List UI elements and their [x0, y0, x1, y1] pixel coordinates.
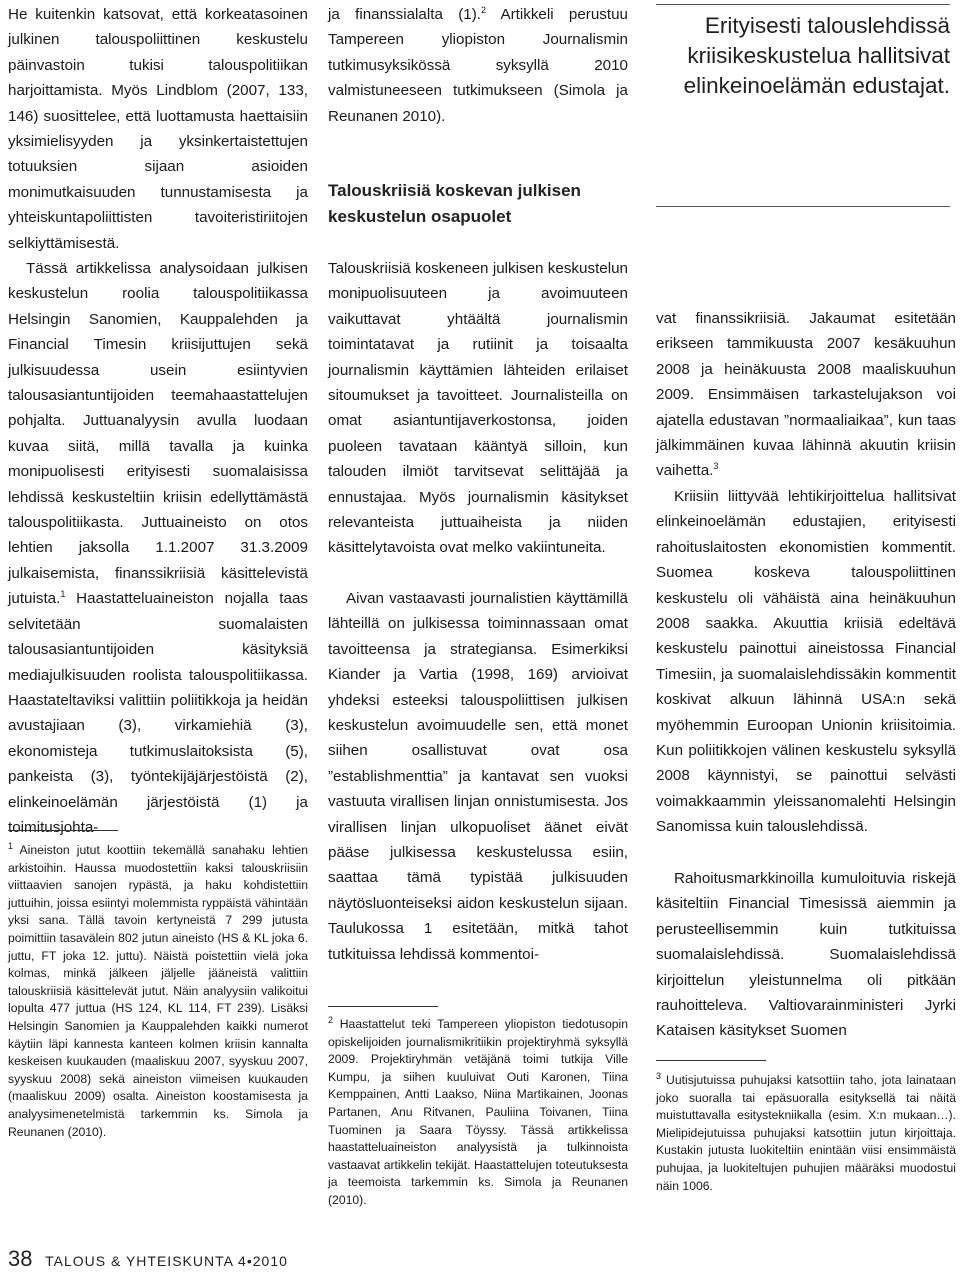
publication-name: TALOUS & YHTEISKUNTA 4•2010 — [45, 1253, 288, 1269]
footnote-text: Uutisjutuissa puhujaksi katsottiin taho, jota lainataan joko suoralla tai epäsuoralla esityksellä tai näitä muistuttavalla esitystekniikalla (esim. X:n mukaan…). Mielipidejutuissa puhujaksi katsottiin jutun kirjoittaja. Kustakin jutusta luokiteltiin enintään viisi ensimmäistä puhujaa, ja luokiteltujen puhujien määräksi muodostui näin 1006. — [656, 1073, 956, 1193]
footnote-divider — [656, 1060, 956, 1061]
section-heading: Talouskriisiä koskevan julkisen keskustelun osapuolet — [328, 181, 581, 226]
paragraph-text: vat finanssikriisiä. Jakaumat esitetään erikseen tammikuusta 2007 kesäkuuhun 2008 ja heinäkuusta 2008 maaliskuuhun 2009. Ensimmäisen tarkastelujakson voi ajatella edustavan ”normaaliaikaa”, kun taas jälkimmäinen kuvaa lähinnä akuutin kriisin vaihetta. — [656, 310, 956, 480]
footnote-ref: 3 — [713, 461, 719, 472]
footnote — [328, 1016, 628, 1210]
footnote-text: Aineiston jutut koottiin tekemällä sanahaku lehtien arkistoihin. Haussa muodostettiin kaksi talouskriisiin viittaavien sanojen rypästä, ja haku kohdistettiin juttuihin, joissa esiintyi molemmista ryppäistä vähintään yksi sana. Tällä tavoin kertyneistä 7 299 jutusta poimittiin tasavälein 802 jutun aineisto (HS & KL joka 6. juttu, FT joka 12. juttu). Näistä poistettiin vielä joka kolmas, minkä jälkeen jäljelle jääneistä valittiin talouskriisiä käsittelevät jutut. Näin analyysiin valikoitui lopulta 477 juttua (HS 124, KL 114, FT 239). Lisäksi Helsingin Sanomien ja Kauppalehden kaikki numerot käytiin läpi kannesta kanteen kolmen kriisin kannalta keskeisen kuukauden (maaliskuu 2007, syyskuu 2007, syyskuu 2008) sekä aineiston viimeisen kuukauden (maaliskuu 2009) osalta. Aineiston koostamisesta ja analyysimenetelmistä tarkemmin ks. Simola ja Reunanen (2010). — [8, 843, 308, 1139]
footnote — [656, 1072, 956, 1195]
footnote-ref: 2 — [480, 4, 486, 15]
body-paragraph — [656, 866, 956, 1044]
pull-quote-text: Erityisesti talouslehdissä kriisikeskustelua hallitsivat elinkeinoelämän edustajat. — [683, 13, 950, 98]
pull-quote — [656, 4, 950, 101]
body-paragraph — [328, 2, 628, 129]
footnote — [8, 842, 308, 1141]
paragraph-text: Tässä artikkelissa analysoidaan julkisen keskustelun roolia talouspolitiikassa Helsingin Sanomien, Kauppalehden ja Financial Timesin kriisijuttujen sekä julkisuudessa usein esiintyvien talousasiantuntijoiden teemahaastattelujen pohjalta. Juttuanalyysin avulla luodaan kuvaa siitä, millä tavalla ja kuinka monipuolisesti erityisesti suomalaisissa lehdissä keskusteltiin kriisin edellyttämästä talouspolitiikasta. Juttuaineisto on otos lehtien jaksolla 1.1.2007 31.3.2009 julkaisemista, finanssikriisiä käsittelevistä jutuista. — [8, 260, 308, 608]
body-paragraph — [328, 256, 628, 561]
paragraph-text: Talouskriisiä koskeneen julkisen keskustelun monipuolisuuteen ja avoimuuteen vaikuttavat yhtäältä journalismin toimintatavat ja rutiinit ja toisaalta journalismin käyttämien lähteiden erilaiset sitoumukset ja tavoitteet. Journalisteilla on omat asiantuntijaverkostonsa, joiden puoleen tavataan kääntyä silloin, kun talouden ilmiöt tarvitsevat selittäjää ja ennustajaa. Myös journalismin käsitykset relevanteista juttuaiheista ja niiden käsittelytavoista ovat melko vakiintuneita. — [328, 260, 628, 557]
paragraph-text: Kriisiin liittyvää lehtikirjoittelua hallitsivat elinkeinoelämän edustajien, erityisesti rahoituslaitosten ekonomistien kommentit. Suomea koskeva talouspoliittinen keskustelu oli vähäistä aina heinäkuuhun 2008 saakka. Akuuttia kriisiä edeltävä keskustelu painottui aineistossa Financial Timesiin, ja suomalaislehdissäkin kommentit koskivat alkuun lähinnä USA:n sekä myöhemmin Euroopan Unionin kriisitoimia. Kun poliitikkojen välinen keskustelu syksyllä 2008 käynnistyi, se painottui selvästi voimakkaammin yleissanomalehti Helsingin Sanomissa kuin talouslehdissä. — [656, 488, 956, 836]
paragraph-text: Aivan vastaavasti journalistien käyttämillä lähteillä on julkisessa toiminnassaan omat tavoitteensa ja strategiansa. Esimerkiksi Kiander ja Vartia (1998, 169) arvioivat yhdeksi esteeksi talouspoliittisen julkisen keskustelun avoimuudelle sen, että monet siihen osallistuvat ovat osa ”establishmenttia” ja kantavat sen vuoksi vastuuta virallisen linjan onnistumisesta. Jos virallisen linjan ulkopuoliset äänet eivät pääse julkisessa keskustelussa esiin, saattaa tämä typistää julkisuuden näytösluonteiseksi aidon keskustelun sijaan. Taulukossa 1 esitetään, mitkä tahot tutkituissa lehdissä kommentoi- — [328, 590, 628, 963]
footnote-text: Haastattelut teki Tampereen yliopiston tiedotusopin opiskelijoiden journalismikritiikin projektiryhmä syksyllä 2009. Projektiryhmän vetäjänä toimi tutkija Ville Kumpu, ja siihen kuuluivat Outi Karonen, Tiina Kemppainen, Antti Laakso, Niina Martikainen, Joonas Partanen, Anu Ritvanen, Pauliina Toivanen, Tiina Tuominen ja Saara Töyssy. Tässä artikkelissa haastatteluaineiston analyysistä ja tulkinnoista vastaavat artikkelin tekijät. Haastattelujen toteutuksesta ja teemoista tarkemmin ks. Simola ja Reunanen (2010). — [328, 1017, 628, 1207]
footnote-number: 3 — [656, 1070, 662, 1081]
paragraph-text: Artikkeli perustuu Tampereen yliopiston Journalismin tutkimusyksikössä syksyllä 2010 valmistuneeseen tutkimukseen (Simola ja Reunanen 2010). — [328, 6, 628, 125]
footnote-divider — [328, 1006, 628, 1007]
body-paragraph — [656, 306, 956, 484]
page-footer — [8, 1246, 288, 1272]
pull-quote-rule — [656, 206, 950, 207]
body-paragraph — [656, 484, 956, 840]
paragraph-text: He kuitenkin katsovat, että korkeatasoinen julkinen talouspoliittinen keskustelu päinvastoin tukisi talouspolitiikan harjoittamista. Myös Lindblom (2007, 133, 146) suosittelee, että luottamusta haettaisiin yksimielisyyden ja yksinkertaistettujen totuuksien sijaan asioiden monimutkaisuuden tunnustamisesta ja yhteiskuntapoliittisten tavoiteristiriitojen selkiyttämisestä. — [8, 6, 308, 252]
paragraph-text: Haastatteluaineiston nojalla taas selvitetään suomalaisten talousasiantuntijoiden käsityksiä mediajulkisuuden roolista talouspolitiikassa. Haastateltaviksi valittiin poliitikkoja ja heidän avustajiaan (3), virkamiehiä (3), ekonomisteja tutkimuslaitoksista (5), pankeista (3), työntekijäjärjestöistä (2), elinkeinoelämän järjestöistä (1) ja toimitusjohta- — [8, 590, 308, 836]
paragraph-text: Rahoitusmarkkinoilla kumuloituvia riskejä käsiteltiin Financial Timesissä aiemmin ja perusteellisemmin kuin tutkituissa suomalaislehdissä. Suomalaislehdissä kirjoittelun yleistunnelma oli pitkään rauhoitteleva. Valtiovarainministeri Jyrki Kataisen käsitykset Suomen — [656, 870, 956, 1040]
footnote-number: 2 — [328, 1014, 334, 1025]
footnote-divider — [8, 830, 308, 831]
paragraph-text: ja finanssialalta (1). — [328, 6, 481, 23]
body-paragraph — [328, 586, 628, 967]
body-paragraph — [8, 256, 308, 840]
footnote-number: 1 — [8, 840, 14, 851]
body-paragraph — [8, 2, 308, 256]
footnote-ref: 1 — [60, 589, 66, 600]
page-number: 38 — [8, 1246, 33, 1271]
